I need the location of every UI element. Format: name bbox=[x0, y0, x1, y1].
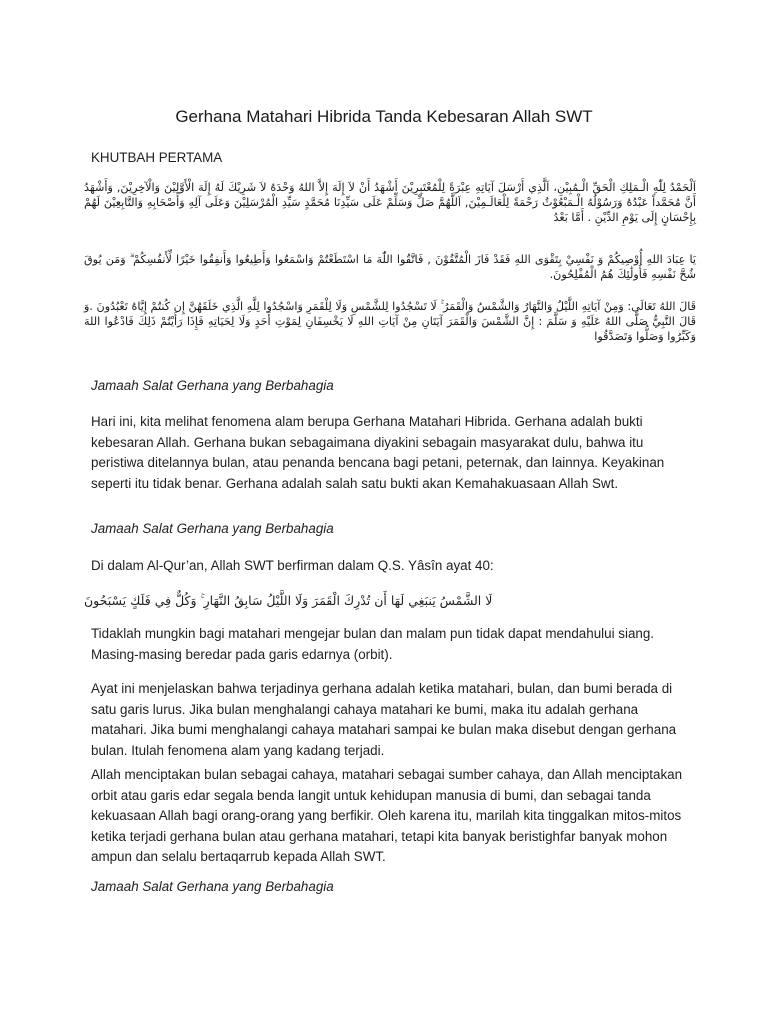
section-label: KHUTBAH PERTAMA bbox=[91, 150, 223, 165]
arabic-opening-quote: قَالَ اللهُ تَعَالَى: وَمِنْ آيَاتِهِ اللَّيْلُ وَالنَّهَارُ وَالشَّمْسُ وَالْقَمَرُ ۚ لَا تَسْجُدُوا لِلشَّمْسِ وَلَا لِلْقَمَرِ وَاسْجُدُوا لِلَّهِ الَّذِي خَلَقَهُنَّ إِن كُنتُمْ إِيَّاهُ تَعْبُدُونَ .وَ قَالَ النَّبِيُّ صَلَّى اللهُ عَلَيْهِ وَ سَلَّمَ : إِنَّ الشَّمْسَ وَالْقَمَرَ آيَتَانِ مِنْ آيَاتِ اللهِ لَا يَخْسِفَانِ لِمَوْتِ أَحَدٍ وَلَا لِحَيَاتِهِ فَإِذَا رَأَيْتُمْ ذَلِكَ فَادْعُوا اللهَ وَكَبِّرُوا وَصَلُّوا وَتَصَدَّقُوا bbox=[84, 300, 696, 343]
paragraph-explanation: Ayat ini menjelaskan bahwa terjadinya gerhana adalah ketika matahari, bulan, dan bumi berada di satu garis lurus. Jika bulan menghalangi cahaya matahari ke bumi, maka itu adalah gerhana matahari. Jika bumi menghalangi cahaya matahari sampai ke bulan maka disebut dengan gerhana bulan. Itulah fenomena alam yang kadang terjadi. bbox=[91, 681, 677, 758]
document-title: Gerhana Matahari Hibrida Tanda Kebesaran Allah SWT bbox=[175, 107, 593, 126]
paragraph-verse-meaning: Tidaklah mungkin bagi matahari mengejar bulan dan malam pun tidak dapat mendahului siang. Masing-masing beredar pada garis edarnya (orbit). bbox=[91, 626, 655, 662]
greeting-heading: Jamaah Salat Gerhana yang Berbahagia bbox=[91, 378, 334, 393]
greeting-heading: Jamaah Salat Gerhana yang Berbahagia bbox=[91, 521, 334, 536]
paragraph-verse-intro: Di dalam Al-Qur’an, Allah SWT berfirman dalam Q.S. Yâsîn ayat 40: bbox=[91, 558, 494, 573]
arabic-opening-praise: اَلْحَمْدُ لِلّٰهِ الْـمَلِكِ الْحَقِّ الْـمُبِيْنِ، اَلَّذِي أَرْسَلَ آيَاتِهِ عِبْرَةً لِلْمُعْتَبِرِيْنَ أَشْهَدُ أَنْ لاَ إِلَهَ إِلاَّ اللهُ وَحْدَهُ لاَ شَرِيْكَ لَهُ إِلَهَ الْأَوَّلِيْنَ وَالْآخِرِيْنَ, وَأَشْهَدُ أَنَّ مُحَمَّداً عَبْدُهُ وَرَسُوْلُهُ الْـمَبْعُوْثُ رَحْمَةً لِلْعَالَـمِيْنَ, اَللَّهُمَّ صَلِّ وَسَلِّمْ عَلَى سَيِّدِنَا مُحَمَّدٍ سَيِّدِ الْمُرْسَلِيْنَ وَعَلَى آلِهِ وَأَصْحَابِهِ وَالتَّابِعِيْنَ لَهُمْ بِإِحْسَانٍ إِلَى يَوْمِ الدِّيْنِ . أَمَّا بَعْدُ bbox=[84, 181, 696, 224]
greeting-heading: Jamaah Salat Gerhana yang Berbahagia bbox=[91, 879, 334, 894]
arabic-opening-exhortation: يَا عِبَادَ اللهِ أُوْصِيكُمْ وَ نَفْسِيْ بِتَقْوَى اللهِ فَقَدْ فَازَ الْمُتَّقُوْنَ , فَاتَّقُوا اللّٰهَ مَا اسْتَطَعْتُمْ وَاسْمَعُوا وَأَطِيعُوا وَأَنفِقُوا خَيْرًا لِّأَنفُسِكُمْ ۗ وَمَن يُوقَ شُحَّ نَفْسِهِ فَأُولَٰئِكَ هُمُ الْمُفْلِحُونَ. bbox=[84, 253, 696, 281]
paragraph-exhortation: Allah menciptakan bulan sebagai cahaya, matahari sebagai sumber cahaya, dan Allah menciptakan orbit atau garis edar segala benda langit untuk kehidupan manusia di bumi, dan sebagai tanda kekuasaan Allah bagi orang-orang yang berfikir. Oleh karena itu, marilah kita tinggalkan mitos-mitos ketika terjadi gerhana bulan atau gerhana matahari, tetapi kita banyak beristighfar banyak mohon ampun dan selalu bertaqarrub kepada Allah SWT. bbox=[91, 767, 683, 864]
arabic-verse: لَا الشَّمْسُ يَنبَغِي لَهَا أَن تُدْرِكَ الْقَمَرَ وَلَا اللَّيْلُ سَابِقُ النَّهَارِ ۚ وَكُلٌّ فِي فَلَكٍ يَسْبَحُونَ bbox=[84, 593, 493, 608]
paragraph-intro: Hari ini, kita melihat fenomena alam berupa Gerhana Matahari Hibrida. Gerhana adalah bukti kebesaran Allah. Gerhana bukan sebagaimana diyakini sebagain masyarakat dulu, bahwa itu peristiwa ditelannya bulan, atau penanda bencana bagi petani, peternak, dan lainnya. Keyakinan seperti itu tidak benar. Gerhana adalah salah satu bukti akan Kemahakuasaan Allah Swt. bbox=[91, 414, 665, 491]
